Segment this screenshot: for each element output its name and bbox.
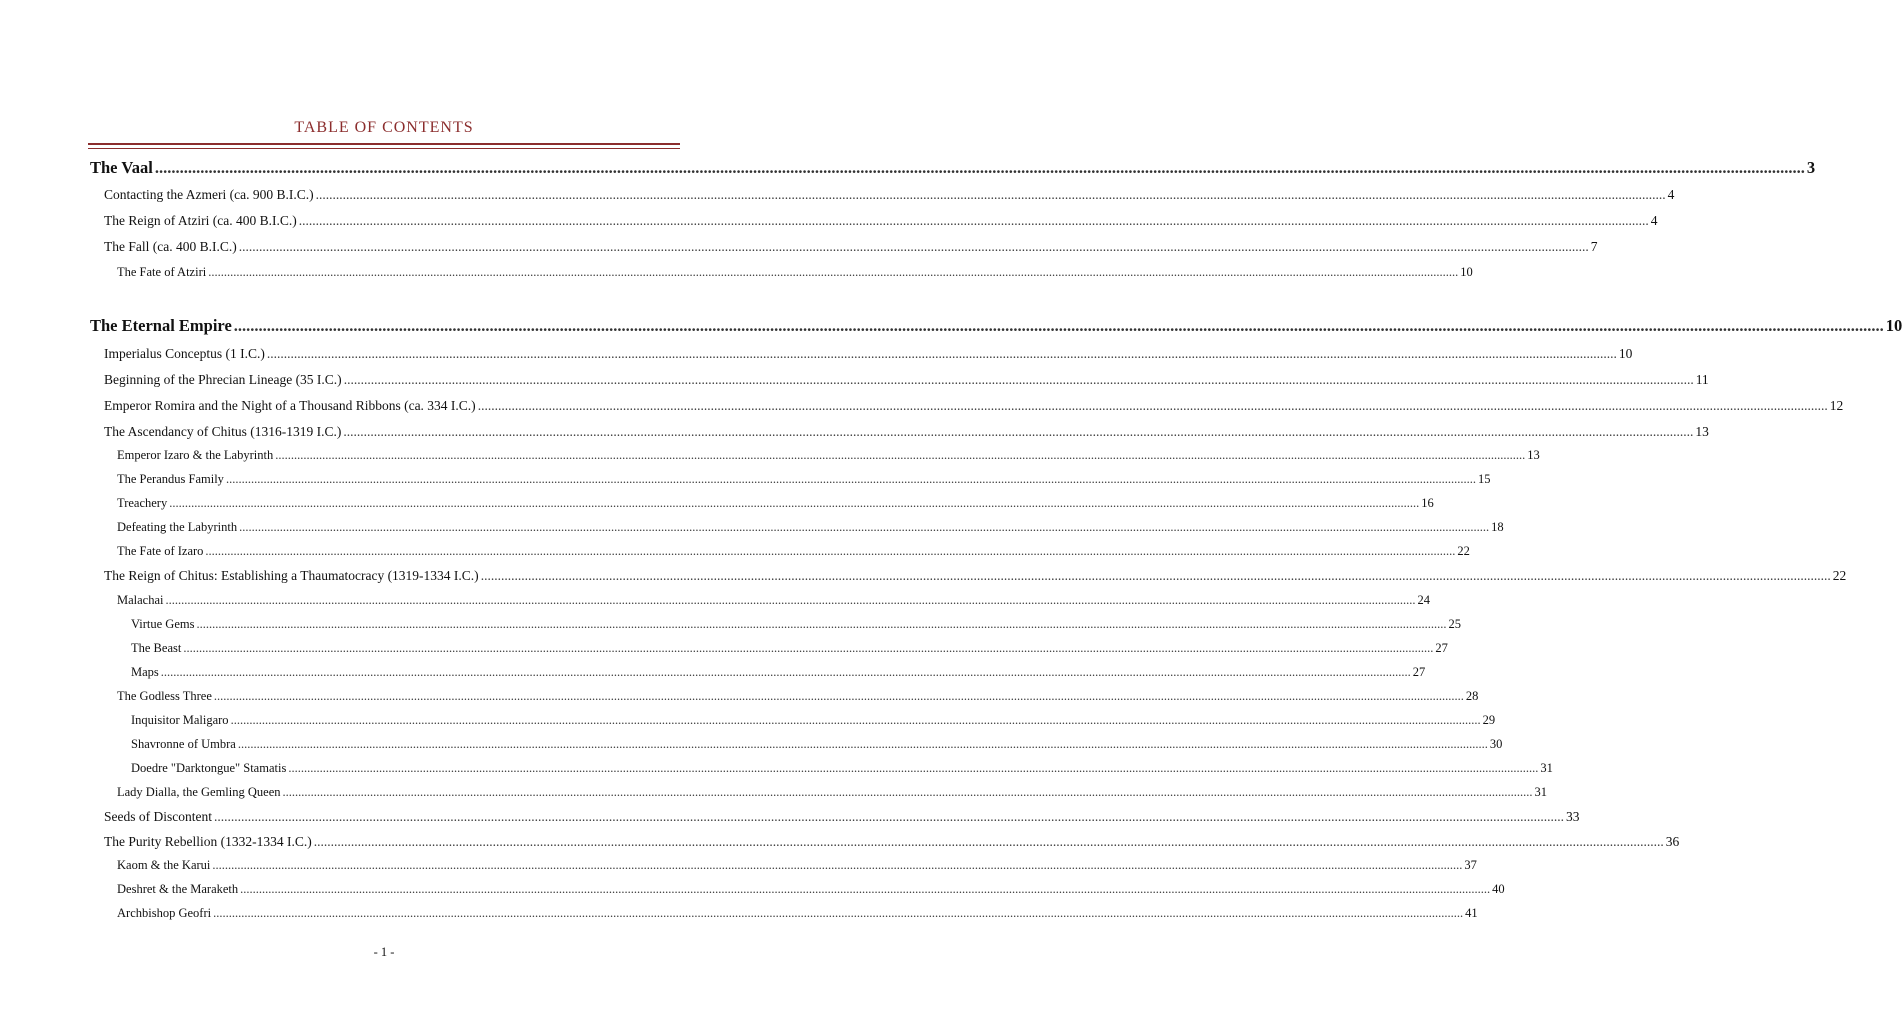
toc-entry-page: 4 — [1667, 187, 1675, 202]
toc-entry-page: 4 — [1650, 213, 1658, 228]
toc-entry-page: 36 — [1665, 834, 1680, 849]
toc-entry-page: 16 — [1421, 496, 1434, 510]
toc-entry-title: Contacting the Azmeri (ca. 900 B.I.C.) — [104, 187, 314, 202]
toc-leader-dots: ................................................................................................................................................................................................................................................................................................................................................................................................................ — [213, 689, 1464, 703]
title-rule-thin — [88, 148, 680, 149]
toc-leader-dots: ................................................................................................................................................................................................................................................................................................................................................................................................................ — [208, 265, 1459, 279]
toc-entry[interactable] — [131, 713, 1496, 728]
toc-entry-title: Imperialus Conceptus (1 I.C.) — [104, 346, 265, 361]
toc-entry[interactable] — [117, 785, 1547, 800]
toc-leader-dots: ................................................................................................................................................................................................................................................................................................................................................................................................................ — [169, 496, 1420, 510]
toc-entry-title: The Ascendancy of Chitus (1316-1319 I.C.) — [104, 424, 342, 439]
toc-leader-dots: ................................................................................................................................................................................................................................................................................................................................................................................................................ — [230, 713, 1481, 727]
toc-entry-title: Treachery — [117, 496, 168, 510]
toc-leader-dots: ................................................................................................................................................................................................................................................................................................................................................................................................................ — [477, 398, 1828, 413]
toc-entry[interactable] — [117, 520, 1504, 535]
toc-entry-title: The Reign of Atziri (ca. 400 B.I.C.) — [104, 213, 297, 228]
toc-entry-title: Defeating the Labyrinth — [117, 520, 238, 534]
toc-entry-title: Seeds of Discontent — [104, 809, 212, 824]
toc-leader-dots: ................................................................................................................................................................................................................................................................................................................................................................................................................ — [213, 809, 1564, 824]
toc-entry[interactable] — [90, 158, 1816, 178]
toc-entry[interactable] — [117, 689, 1479, 704]
toc-leader-dots: ................................................................................................................................................................................................................................................................................................................................................................................................................ — [165, 593, 1416, 607]
toc-entry-page: 33 — [1565, 809, 1580, 824]
toc-entry[interactable] — [131, 617, 1461, 632]
toc-entry-page: 3 — [1806, 158, 1816, 177]
toc-leader-dots: ................................................................................................................................................................................................................................................................................................................................................................................................................ — [480, 568, 1831, 583]
toc-leader-dots: ................................................................................................................................................................................................................................................................................................................................................................................................................ — [205, 544, 1456, 558]
toc-leader-dots: ................................................................................................................................................................................................................................................................................................................................................................................................................ — [298, 213, 1649, 228]
toc-entry-title: The Eternal Empire — [90, 316, 232, 335]
toc-entry-page: 10 — [1885, 316, 1902, 335]
toc-entry[interactable] — [104, 187, 1675, 203]
toc-leader-dots: ................................................................................................................................................................................................................................................................................................................................................................................................................ — [275, 448, 1526, 462]
toc-entry-title: The Godless Three — [117, 689, 212, 703]
toc-entry[interactable] — [104, 568, 1847, 584]
toc-entry-title: The Perandus Family — [117, 472, 224, 486]
toc-entry-title: Deshret & the Maraketh — [117, 882, 239, 896]
toc-entry-title: The Vaal — [90, 158, 153, 177]
toc-leader-dots: ................................................................................................................................................................................................................................................................................................................................................................................................................ — [233, 316, 1884, 335]
toc-entry[interactable] — [90, 316, 1902, 336]
toc-leader-dots: ................................................................................................................................................................................................................................................................................................................................................................................................................ — [225, 472, 1476, 486]
toc-leader-dots: ................................................................................................................................................................................................................................................................................................................................................................................................................ — [343, 372, 1694, 387]
toc-entry[interactable] — [131, 665, 1426, 680]
toc-entry-page: 31 — [1540, 761, 1553, 775]
toc-entry[interactable] — [117, 882, 1505, 897]
toc-entry[interactable] — [117, 448, 1540, 463]
toc-entry[interactable] — [104, 809, 1580, 825]
toc-entry-title: Emperor Romira and the Night of a Thousand Ribbons (ca. 334 I.C.) — [104, 398, 476, 413]
toc-entry-title: Kaom & the Karui — [117, 858, 211, 872]
toc-entry-page: 37 — [1464, 858, 1477, 872]
toc-entry[interactable] — [104, 239, 1598, 255]
toc-entry-title: The Reign of Chitus: Establishing a Thaumatocracy (1319-1334 I.C.) — [104, 568, 479, 583]
toc-entry-title: The Fate of Atziri — [117, 265, 207, 279]
toc-entry-title: Malachai — [117, 593, 164, 607]
toc-entry-title: Doedre "Darktongue" Stamatis — [131, 761, 287, 775]
toc-leader-dots: ................................................................................................................................................................................................................................................................................................................................................................................................................ — [238, 239, 1589, 254]
toc-entry[interactable] — [104, 424, 1709, 440]
toc-entry-page: 11 — [1695, 372, 1709, 387]
toc-entry-page: 10 — [1460, 265, 1473, 279]
toc-entry-title: The Fate of Izaro — [117, 544, 204, 558]
toc-entry[interactable] — [117, 858, 1477, 873]
toc-entry-page: 31 — [1534, 785, 1547, 799]
toc-entry[interactable] — [104, 834, 1680, 850]
toc-leader-dots: ................................................................................................................................................................................................................................................................................................................................................................................................................ — [315, 187, 1666, 202]
toc-leader-dots: ................................................................................................................................................................................................................................................................................................................................................................................................................ — [154, 158, 1805, 177]
toc-entry[interactable] — [117, 593, 1431, 608]
toc-entry-page: 24 — [1417, 593, 1431, 607]
toc-entry-title: The Beast — [131, 641, 182, 655]
toc-entry-page: 27 — [1435, 641, 1448, 655]
toc-entry-page: 12 — [1829, 398, 1844, 413]
toc-leader-dots: ................................................................................................................................................................................................................................................................................................................................................................................................................ — [196, 617, 1447, 631]
toc-entry[interactable] — [131, 761, 1553, 776]
toc-entry-page: 29 — [1482, 713, 1496, 727]
toc-entry-page: 22 — [1832, 568, 1847, 583]
toc-entry-page: 30 — [1489, 737, 1503, 751]
toc-entry[interactable] — [104, 346, 1633, 362]
toc-entry[interactable] — [117, 472, 1491, 487]
toc-entry[interactable] — [104, 398, 1844, 414]
toc-entry[interactable] — [117, 265, 1473, 280]
toc-entry[interactable] — [117, 906, 1478, 921]
toc-entry[interactable] — [131, 641, 1448, 656]
toc-entry[interactable] — [104, 213, 1658, 229]
toc-entry-page: 28 — [1465, 689, 1479, 703]
toc-leader-dots: ................................................................................................................................................................................................................................................................................................................................................................................................................ — [343, 424, 1694, 439]
toc-entry[interactable] — [117, 544, 1470, 559]
toc-entry-page: 18 — [1491, 520, 1504, 534]
toc-leader-dots: ................................................................................................................................................................................................................................................................................................................................................................................................................ — [212, 858, 1463, 872]
toc-entry-title: Emperor Izaro & the Labyrinth — [117, 448, 274, 462]
toc-entry-page: 13 — [1695, 424, 1709, 439]
toc-entry-page: 22 — [1457, 544, 1470, 558]
toc-entry[interactable] — [117, 496, 1434, 511]
toc-entry-page: 7 — [1590, 239, 1598, 254]
toc-entry-page: 27 — [1412, 665, 1426, 679]
toc-entry-title: Lady Dialla, the Gemling Queen — [117, 785, 281, 799]
toc-leader-dots: ................................................................................................................................................................................................................................................................................................................................................................................................................ — [288, 761, 1539, 775]
toc-leader-dots: ................................................................................................................................................................................................................................................................................................................................................................................................................ — [160, 665, 1411, 679]
toc-entry-title: Virtue Gems — [131, 617, 195, 631]
toc-leader-dots: ................................................................................................................................................................................................................................................................................................................................................................................................................ — [237, 737, 1488, 751]
toc-entry-title: Maps — [131, 665, 159, 679]
toc-entry-page: 15 — [1477, 472, 1491, 486]
toc-leader-dots: ................................................................................................................................................................................................................................................................................................................................................................................................................ — [282, 785, 1533, 799]
toc-entry-page: 40 — [1492, 882, 1505, 896]
toc-entry-title: The Purity Rebellion (1332-1334 I.C.) — [104, 834, 312, 849]
toc-entry-title: The Fall (ca. 400 B.I.C.) — [104, 239, 237, 254]
toc-entry-title: Archbishop Geofri — [117, 906, 212, 920]
toc-entry[interactable] — [104, 372, 1709, 388]
toc-leader-dots: ................................................................................................................................................................................................................................................................................................................................................................................................................ — [239, 520, 1490, 534]
toc-leader-dots: ................................................................................................................................................................................................................................................................................................................................................................................................................ — [266, 346, 1617, 361]
toc-title: TABLE OF CONTENTS — [294, 119, 474, 136]
toc-entry-page: 41 — [1465, 906, 1478, 920]
toc-leader-dots: ................................................................................................................................................................................................................................................................................................................................................................................................................ — [183, 641, 1434, 655]
title-rule-thick — [88, 143, 680, 145]
toc-leader-dots: ................................................................................................................................................................................................................................................................................................................................................................................................................ — [240, 882, 1491, 896]
toc-entry-page: 10 — [1618, 346, 1633, 361]
toc-entry-title: Inquisitor Maligaro — [131, 713, 229, 727]
toc-entry-title: Beginning of the Phrecian Lineage (35 I.C.) — [104, 372, 342, 387]
page-number: - 1 - — [373, 945, 395, 959]
toc-entry[interactable] — [131, 737, 1503, 752]
toc-entry-title: Shavronne of Umbra — [131, 737, 236, 751]
toc-leader-dots: ................................................................................................................................................................................................................................................................................................................................................................................................................ — [313, 834, 1664, 849]
toc-leader-dots: ................................................................................................................................................................................................................................................................................................................................................................................................................ — [213, 906, 1464, 920]
toc-entry-page: 25 — [1448, 617, 1461, 631]
toc-entry-page: 13 — [1527, 448, 1540, 462]
